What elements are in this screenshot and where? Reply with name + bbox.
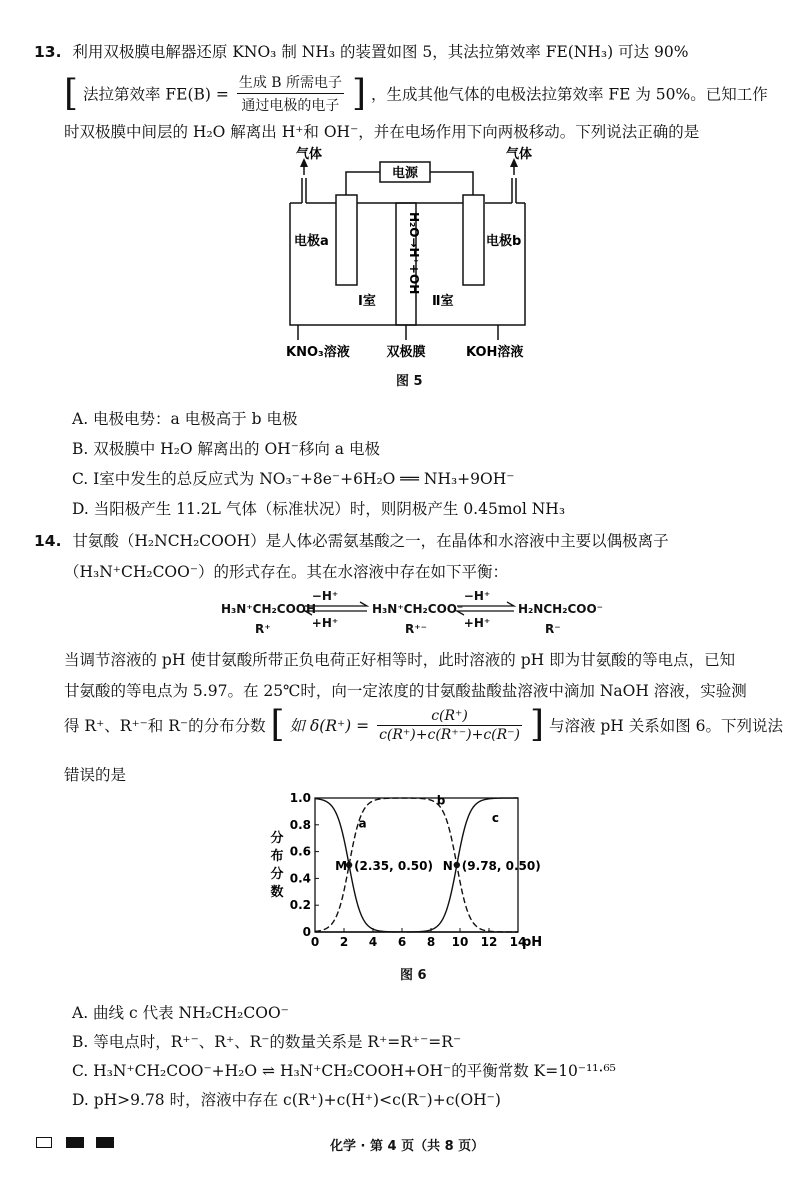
figure6-caption: 图 6 bbox=[400, 968, 427, 983]
y-tick-label: 1.0 bbox=[289, 791, 311, 805]
fe-fraction-numerator: 生成 B 所需电子 bbox=[237, 72, 344, 94]
delta-denominator: c(R⁺)+c(R⁺⁻)+c(R⁻) bbox=[379, 726, 521, 743]
point-label-M: M bbox=[335, 859, 348, 873]
arrow2-top: −H⁺ bbox=[463, 589, 491, 603]
footer-block-icon bbox=[96, 1137, 114, 1148]
y-tick-label: 0.8 bbox=[289, 817, 311, 832]
q14-option-d: D. pH>9.78 时，溶液中存在 c(R⁺)+c(H⁺)<c(R⁻)+c(OH⁻) bbox=[72, 1091, 501, 1109]
delta-definition: 如 δ(R⁺) = bbox=[289, 717, 370, 735]
membrane-reaction-label: H₂O→H⁺+OH⁻ bbox=[407, 212, 421, 301]
point-label-N: N bbox=[442, 859, 453, 873]
x-tick-label: 12 bbox=[480, 935, 498, 949]
species-r-plus: H₃N⁺CH₂COOH bbox=[221, 602, 317, 616]
q14-line5-pre: 得 R⁺、R⁺⁻和 R⁻的分布分数 bbox=[64, 717, 266, 735]
point-N bbox=[454, 862, 460, 868]
left-bracket: [ bbox=[64, 72, 79, 114]
q14-number: 14. bbox=[34, 532, 62, 550]
bipolar-membrane-label: 双极膜 bbox=[386, 345, 426, 360]
chart-ylabel-char-1: 分 bbox=[270, 831, 284, 846]
footer-block-icon bbox=[66, 1137, 84, 1148]
q13-option-b: B. 双极膜中 H₂O 解离出的 OH⁻移向 a 电极 bbox=[72, 440, 380, 458]
point-coords-M: (2.35, 0.50) bbox=[354, 859, 433, 873]
point-coords-N: (9.78, 0.50) bbox=[461, 859, 541, 873]
x-tick-label: 8 bbox=[426, 935, 436, 949]
gas-left-label: 气体 bbox=[296, 147, 323, 162]
x-tick-label: 6 bbox=[397, 935, 407, 949]
x-tick-label: 2 bbox=[339, 935, 349, 949]
curve-label-a: a bbox=[358, 816, 367, 831]
chart-ylabel-char-4: 数 bbox=[270, 885, 284, 900]
fe-definition: 法拉第效率 FE(B) = bbox=[82, 85, 229, 104]
arrow1-bottom: +H⁺ bbox=[311, 616, 339, 630]
q13-line2-post: ，生成其他气体的电极法拉第效率 FE 为 50%。已知工作 bbox=[370, 85, 768, 104]
species-r-plus-label: R⁺ bbox=[255, 622, 271, 636]
room2-label: Ⅱ室 bbox=[432, 294, 454, 309]
q13-line1-text: 利用双极膜电解器还原 KNO₃ 制 NH₃ 的装置如图 5，其法拉第效率 FE(NH₃) 可达 90% bbox=[72, 43, 689, 61]
right-bracket: ] bbox=[351, 72, 367, 114]
q13-option-a: A. 电极电势：a 电极高于 b 电极 bbox=[72, 410, 298, 428]
room1-label: Ⅰ室 bbox=[358, 294, 376, 309]
species-r-minus: H₂NCH₂COO⁻ bbox=[518, 602, 603, 616]
y-tick-label: 0 bbox=[302, 925, 311, 939]
y-tick-label: 0.6 bbox=[289, 844, 311, 859]
q14-line4: 甘氨酸的等电点为 5.97。在 25℃时，向一定浓度的甘氨酸盐酸盐溶液中滴加 NaOH 溶液，实验测 bbox=[64, 682, 747, 700]
q14-line2: （H₃N⁺CH₂COO⁻）的形式存在。其在水溶液中存在如下平衡： bbox=[64, 563, 509, 581]
fe-fraction-denominator: 通过电极的电子 bbox=[241, 98, 340, 114]
electrode-a-label: 电极a bbox=[294, 234, 329, 249]
figure5-caption: 图 5 bbox=[396, 374, 423, 389]
q13-number: 13. bbox=[34, 43, 62, 61]
left-bracket-2: [ bbox=[270, 704, 285, 745]
y-tick-label: 0.2 bbox=[289, 898, 311, 913]
electrode-b-label: 电极b bbox=[486, 234, 522, 249]
chart-ylabel-char-2: 布 bbox=[270, 849, 284, 864]
q13-option-d: D. 当阳极产生 11.2L 气体（标准状况）时，则阴极产生 0.45mol NH₃ bbox=[72, 500, 566, 518]
q14-line6: 错误的是 bbox=[64, 766, 127, 784]
curve-label-c: c bbox=[491, 811, 500, 826]
kno3-solution-label: KNO₃溶液 bbox=[286, 345, 350, 360]
species-zwitterion-label: R⁺⁻ bbox=[405, 622, 427, 636]
footer-page-info: 化学 · 第 4 页（共 8 页） bbox=[330, 1139, 485, 1154]
footer-box-icon bbox=[36, 1137, 52, 1148]
chart-ylabel-char-3: 分 bbox=[270, 867, 284, 882]
arrow2-bottom: +H⁺ bbox=[463, 616, 491, 630]
q14-option-c: C. H₃N⁺CH₂COO⁻+H₂O ⇌ H₃N⁺CH₂COOH+OH⁻的平衡常数 K=10⁻¹¹·⁶⁵ bbox=[72, 1062, 616, 1080]
chart-xlabel: pH bbox=[522, 935, 543, 950]
delta-numerator: c(R⁺) bbox=[377, 708, 522, 726]
q13-line3: 时双极膜中间层的 H₂O 解离出 H⁺和 OH⁻，并在电场作用下向两极移动。下列说法正确的是 bbox=[64, 123, 700, 141]
q14-option-b: B. 等电点时，R⁺⁻、R⁺、R⁻的数量关系是 R⁺=R⁺⁻=R⁻ bbox=[72, 1033, 462, 1051]
species-zwitterion: H₃N⁺CH₂COO⁻ bbox=[372, 602, 464, 616]
curve-label-b: b bbox=[436, 793, 446, 808]
right-bracket-2: ] bbox=[529, 704, 544, 745]
x-tick-label: 14 bbox=[509, 935, 527, 949]
q14-line1-text: 甘氨酸（H₂NCH₂COOH）是人体必需氨基酸之一，在晶体和水溶液中主要以偶极离子 bbox=[72, 532, 669, 550]
y-tick-label: 0.4 bbox=[289, 871, 311, 886]
q13-option-c: C. Ⅰ室中发生的总反应式为 NO₃⁻+8e⁻+6H₂O ══ NH₃+9OH⁻ bbox=[72, 470, 515, 488]
q14-line3: 当调节溶液的 pH 使甘氨酸所带正负电荷正好相等时，此时溶液的 pH 即为甘氨酸的等电点，已知 bbox=[64, 651, 736, 669]
q14-line5-post: 与溶液 pH 关系如图 6。下列说法 bbox=[548, 717, 784, 735]
x-tick-label: 0 bbox=[310, 935, 320, 949]
x-tick-label: 4 bbox=[368, 935, 378, 949]
x-tick-label: 10 bbox=[451, 935, 469, 949]
species-r-minus-label: R⁻ bbox=[545, 622, 561, 636]
q14-option-a: A. 曲线 c 代表 NH₂CH₂COO⁻ bbox=[72, 1004, 289, 1022]
gas-right-label: 气体 bbox=[506, 147, 533, 162]
power-label: 电源 bbox=[391, 166, 419, 181]
koh-solution-label: KOH溶液 bbox=[466, 345, 524, 360]
arrow1-top: −H⁺ bbox=[311, 589, 339, 603]
